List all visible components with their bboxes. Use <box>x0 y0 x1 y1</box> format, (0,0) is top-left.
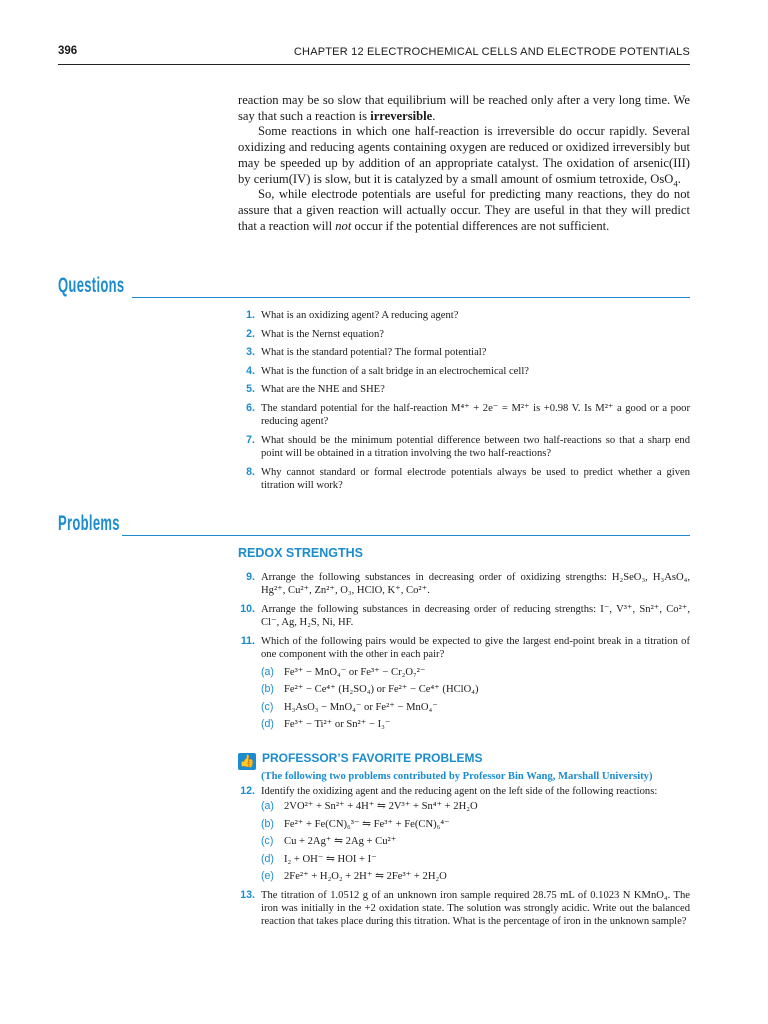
contributor-note: (The following two problems contributed by Professor Bin Wang, Marshall University) <box>261 771 653 782</box>
question-6: 6. The standard potential for the half-reaction M⁴⁺ + 2e⁻ = M²⁺ is +0.98 V. Is M²⁺ a good or a poor reducing agent? <box>246 401 690 428</box>
irreversible-term: irreversible <box>370 108 433 123</box>
question-4: 4. What is the function of a salt bridge in an electrochemical cell? <box>246 364 529 377</box>
intro-text <box>238 93 690 234</box>
thumbs-up-icon: 👍 <box>239 754 255 768</box>
problem-12d: (d) I₂ + OH⁻ ⇋ HOI + I⁻ <box>261 852 377 865</box>
problem-11c: (c) H₃AsO₃ − MnO₄⁻ or Fe²⁺ − MnO₄⁻ <box>261 700 438 713</box>
problem-9: 9. Arrange the following substances in decreasing order of oxidizing strengths: H₂SeO₃, H₃AsO₄, Hg²⁺, Cu²⁺, Zn²⁺, O₃, HClO, K⁺, Co²⁺. <box>246 571 690 597</box>
problem-12c: (c) Cu + 2Ag⁺ ⇋ 2Ag + Cu²⁺ <box>261 835 397 848</box>
problems-heading: Problems <box>58 512 120 535</box>
problems-rule <box>122 535 690 536</box>
questions-heading: Questions <box>58 274 125 297</box>
problem-11d: (d) Fe³⁺ − Ti²⁺ or Sn²⁺ − I₃⁻ <box>261 718 391 731</box>
professors-favorite-heading: 👍 PROFESSOR’S FAVORITE PROBLEMS <box>239 751 483 768</box>
question-3: 3. What is the standard potential? The formal potential? <box>246 346 487 359</box>
problem-13: 13. The titration of 1.0512 g of an unknown iron sample required 28.75 mL of 0.1023 N KMnO₄. The iron was initially in the +2 oxidation state. The solution was strongly acidic. Write out the balanced reaction that takes place during this titration. What is the percentage of iron in the unknown sample? <box>240 888 690 928</box>
intro-paragraph-1: reaction may be so slow that equilibrium will be reached only after a very long time. We say that such a reaction is irreversible. <box>238 93 690 123</box>
problem-11b: (b) Fe²⁺ − Ce⁴⁺ (H₂SO₄) or Fe²⁺ − Ce⁴⁺ (HClO₄) <box>261 683 479 696</box>
problem-12e: (e) 2Fe²⁺ + H₂O₂ + 2H⁺ ⇋ 2Fe³⁺ + 2H₂O <box>261 870 447 883</box>
problem-12b: (b) Fe²⁺ + Fe(CN)₆³⁻ ⇋ Fe³⁺ + Fe(CN)₆⁴⁻ <box>261 817 450 830</box>
questions-rule <box>132 297 690 298</box>
problem-11: 11. Which of the following pairs would be expected to give the largest end-point break in a titration of one component with the other in each pair? (a) Fe³⁺ − MnO₄⁻ or Fe³⁺ − Cr₂O₇²⁻ (b) Fe²⁺ − Ce⁴⁺ (H₂SO₄) or Fe²⁺ − Ce⁴⁺ (HClO₄) (c) H₃AsO₃ − MnO₄⁻ or Fe²⁺ − MnO₄⁻ (d) Fe³⁺ − Ti²⁺ or Sn²⁺ − I₃⁻ <box>240 635 690 731</box>
chapter-title: CHAPTER 12 ELECTROCHEMICAL CELLS AND ELECTRODE POTENTIALS <box>293 46 690 58</box>
problem-11a: (a) Fe³⁺ − MnO₄⁻ or Fe³⁺ − Cr₂O₇²⁻ <box>261 665 426 678</box>
problems-list-favorite <box>238 785 690 934</box>
questions-list <box>238 309 690 498</box>
problem-12a: (a) 2VO²⁺ + Sn²⁺ + 4H⁺ ⇋ 2V³⁺ + Sn⁴⁺ + 2H₂O <box>261 800 478 813</box>
header-rule <box>58 64 690 65</box>
question-1: 1. What is an oxidizing agent? A reducing agent? <box>246 309 459 321</box>
redox-strengths-heading: REDOX STRENGTHS <box>238 546 364 560</box>
page-number: 396 <box>58 45 78 57</box>
question-8: 8. Why cannot standard or formal electrode potentials always be used to predict whether a given titration will work? <box>246 465 690 492</box>
question-5: 5. What are the NHE and SHE? <box>246 383 385 396</box>
question-2: 2. What is the Nernst equation? <box>246 327 384 340</box>
problems-list-redox <box>238 571 690 737</box>
intro-paragraph-3: So, while electrode potentials are useful for predicting many reactions, they do not assure that a given reaction will actually occur. They are useful in that they will predict that a reaction will not occur if the potential differences are not sufficient. <box>238 187 690 233</box>
question-7: 7. What should be the minimum potential difference between two half-reactions so that a sharp end point will be obtained in a titration involving the two half-reactions? <box>246 433 690 460</box>
problem-10: 10. Arrange the following substances in decreasing order of reducing strengths: I⁻, V³⁺, Sn²⁺, Co²⁺, Cl⁻, Ag, H₂S, Ni, HF. <box>240 603 690 629</box>
intro-paragraph-2: Some reactions in which one half-reaction is irreversible do occur rapidly. Several oxidizing and reducing agents containing oxygen are reduced or oxidized irreversibly but may be speeded up by addition of an appropriate catalyst. The oxidation of arsenic(III) by cerium(IV) is slow, but it is catalyzed by a small amount of osmium tetroxide, OsO$_4$. <box>238 124 690 189</box>
problem-12: 12. Identify the oxidizing agent and the reducing agent on the left side of the following reactions: (a) 2VO²⁺ + Sn²⁺ + 4H⁺ ⇋ 2V³⁺ + Sn⁴⁺ + 2H₂O (b) Fe²⁺ + Fe(CN)₆³⁻ ⇋ Fe³⁺ + Fe(CN)₆⁴⁻ (c) Cu + 2Ag⁺ ⇋ 2Ag + Cu²⁺ (d) I₂ + OH⁻ ⇋ HOI + I⁻ (e) 2Fe²⁺ + H₂O₂ + 2H⁺ ⇋ 2Fe³⁺ + 2H₂O <box>238 785 690 883</box>
